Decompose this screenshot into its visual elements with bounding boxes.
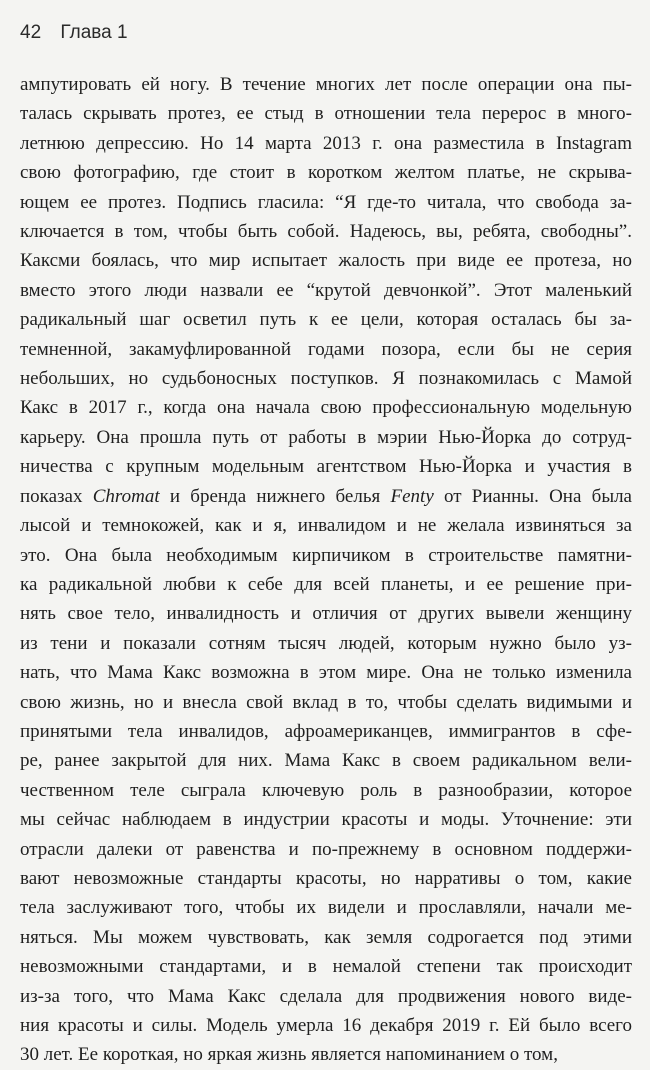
text-line: небольших, но судьбоносных поступков. Я познакомилась с Мамой: [20, 368, 632, 390]
text-line: показах Chromat и бренда нижнего белья Fenty от Рианны. Она была: [20, 485, 632, 507]
text-line: мы сейчас наблюдаем в индустрии красоты и моды. Уточнение: эти: [20, 809, 632, 831]
page-number: 42: [20, 22, 42, 43]
text-line: нать, что Мама Какс возможна в этом мире. Она не только изменила: [20, 662, 632, 684]
text-line: Каксми боялась, что мир испытает жалость при виде ее протеза, но: [20, 250, 632, 272]
text-line: принятыми тела инвалидов, афроамериканцев, иммигрантов в сфе-: [20, 720, 632, 742]
text-line: ничества с крупным модельным агентством Нью-Йорка и участия в: [20, 456, 632, 478]
text-line: отрасли далеки от равенства и по-прежнему в основном поддержи-: [20, 838, 632, 860]
body-text: [20, 70, 632, 1070]
text-line: 30 лет. Ее короткая, но яркая жизнь является напоминанием о том,: [20, 1044, 558, 1066]
text-line: ния красоты и силы. Модель умерла 16 декабря 2019 г. Ей было всего: [20, 1015, 632, 1036]
text-line: невозможными стандартами, и в немалой степени так происходит: [20, 956, 632, 978]
text-line: тела заслуживают того, чтобы их видели и прославляли, начали ме-: [20, 897, 632, 919]
text-line: ключается в том, чтобы быть собой. Надеюсь, вы, ребята, свободны”.: [20, 221, 632, 243]
text-line: летнюю депрессию. Но 14 марта 2013 г. она разместила в Instagram: [20, 132, 632, 154]
text-line: ющем ее протез. Подпись гласила: “Я где-то читала, что свобода за-: [20, 191, 632, 213]
text-line: свою жизнь, но и внесла свой вклад в то, чтобы сделать видимыми и: [20, 691, 632, 713]
text-line: темненной, закамуфлированной годами позора, если бы не серия: [20, 338, 632, 360]
text-line: няться. Мы можем чувствовать, как земля содрогается под этими: [20, 926, 632, 948]
text-line: из тени и показали сотням тысяч людей, которым нужно было уз-: [20, 632, 632, 654]
text-line: талась скрывать протез, ее стыд в отношении тела перерос в много-: [20, 103, 632, 125]
text-line: ампутировать ей ногу. В течение многих лет после операции она пы-: [20, 74, 632, 95]
text-line: Какс в 2017 г., когда она начала свою профессиональную модельную: [20, 397, 632, 419]
text-line: вают невозможные стандарты красоты, но нарративы о том, какие: [20, 867, 632, 889]
text-line: радикальный шаг осветил путь к ее цели, которая осталась бы за-: [20, 309, 632, 331]
text-line: свою фотографию, где стоит в коротком желтом платье, не скрыва-: [20, 162, 632, 184]
text-line: ре, ранее закрытой для них. Мама Какс в своем радикальном вели-: [20, 750, 632, 772]
text-line: это. Она была необходимым кирпичиком в строительстве памятни-: [20, 544, 632, 566]
chapter-title: Глава 1: [60, 22, 128, 43]
running-head: [20, 22, 128, 44]
text-line: карьеру. Она прошла путь от работы в мэрии Нью-Йорка до сотруд-: [20, 426, 632, 448]
text-line: ка радикальной любви к себе для всей планеты, и ее решение при-: [20, 573, 632, 595]
text-line: чественном теле сыграла ключевую роль в разнообразии, которое: [20, 779, 632, 801]
text-line: лысой и темнокожей, как и я, инвалидом и не желала извиняться за: [20, 515, 632, 537]
text-line: вместо этого люди назвали ее “крутой девчонкой”. Этот маленький: [20, 279, 632, 301]
text-line: нять свое тело, инвалидность и отличия от других вывели женщину: [20, 603, 632, 625]
text-line: из-за того, что Мама Какс сделала для продвижения нового виде-: [20, 985, 632, 1007]
